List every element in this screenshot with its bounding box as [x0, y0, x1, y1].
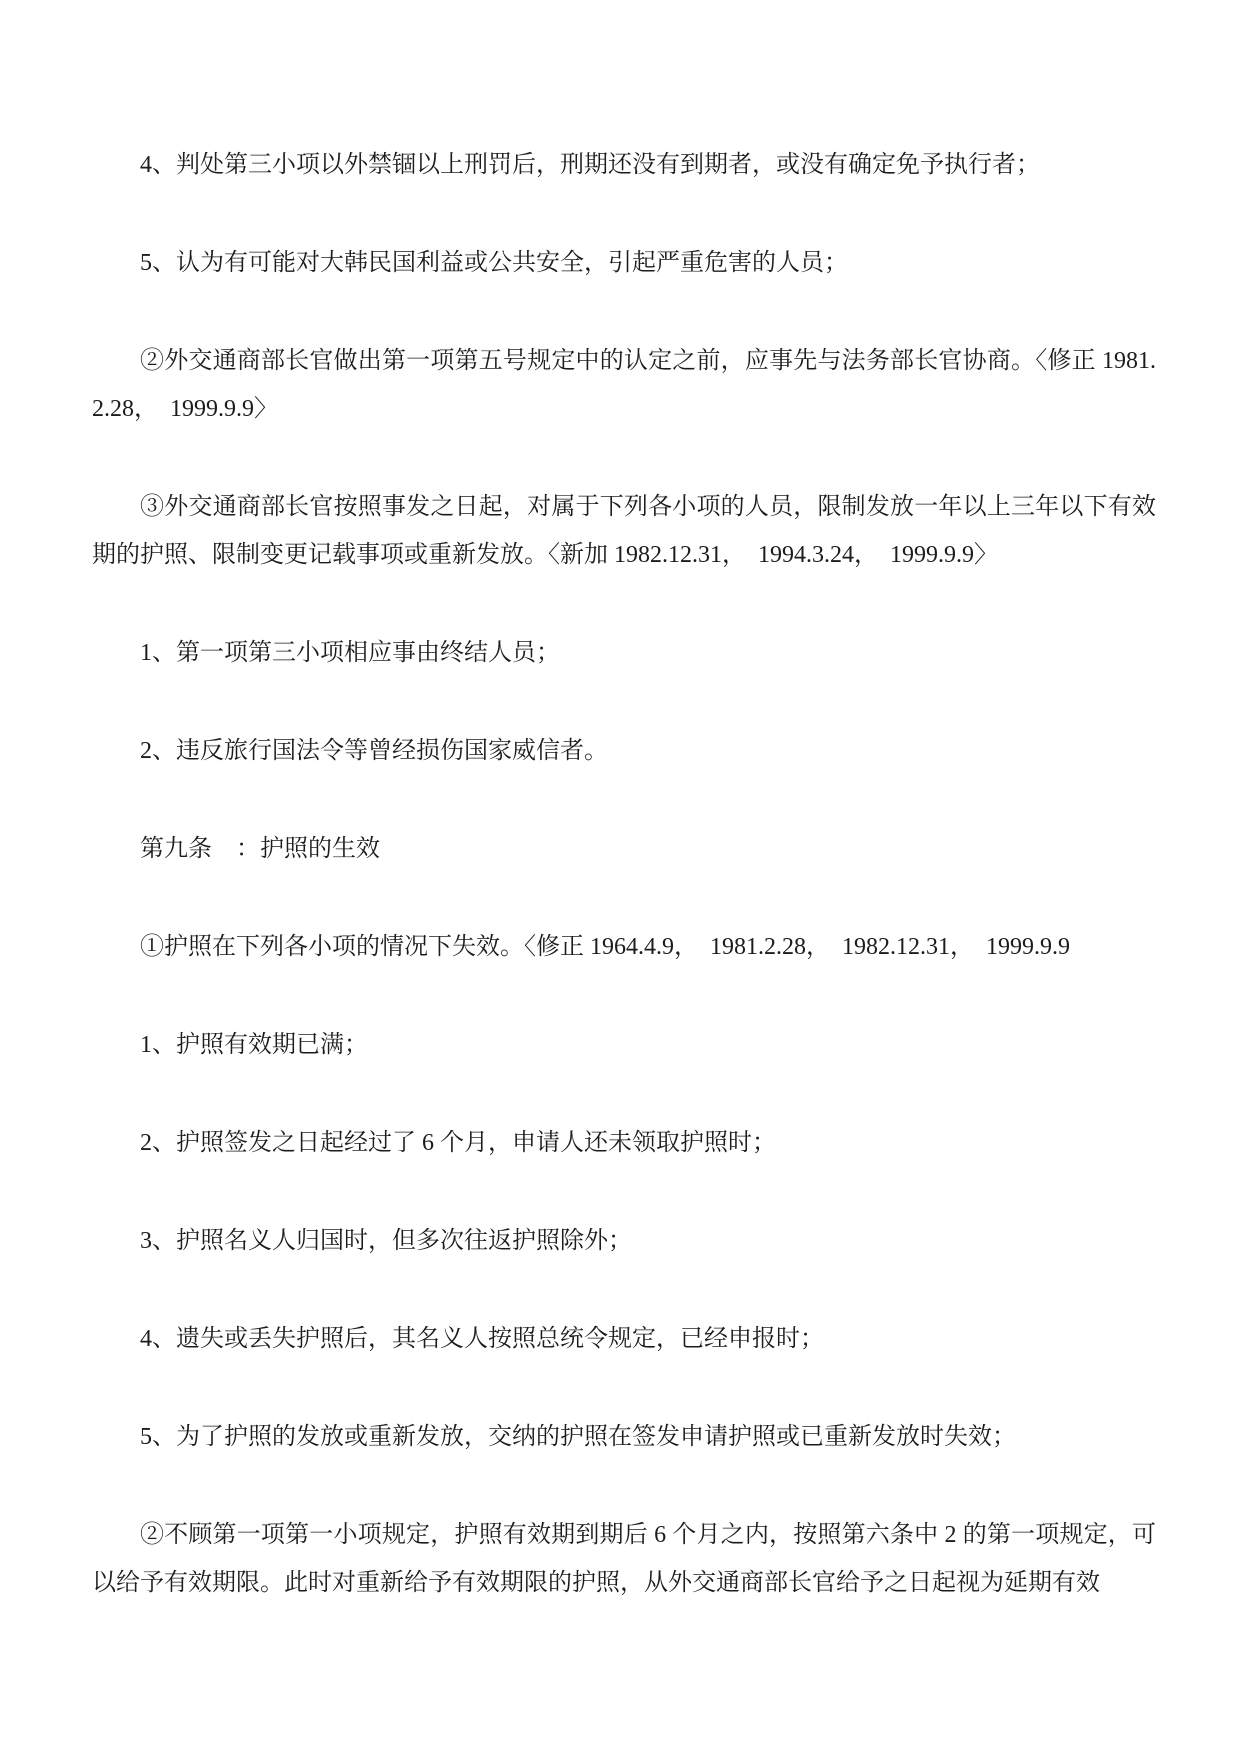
- paragraph: 4、遗失或丢失护照后，其名义人按照总统令规定，已经申报时；: [140, 1326, 824, 1352]
- article-heading: 第九条 ：护照的生效: [140, 836, 380, 862]
- paragraph: ②外交通商部长官做出第一项第五号规定中的认定之前，应事先与法务部长官协商。〈修正 1981.2.28， 1999.9.9〉: [92, 348, 1156, 422]
- paragraph: ②不顾第一项第一小项规定，护照有效期到期后 6 个月之内，按照第六条中 2 的第一项规定，可以给予有效期限。此时对重新给予有效期限的护照，从外交通商部长官给予之日起视为延期有效: [92, 1522, 1156, 1596]
- paragraph: 3、护照名义人归国时，但多次往返护照除外；: [140, 1228, 632, 1254]
- paragraph: 5、为了护照的发放或重新发放，交纳的护照在签发申请护照或已重新发放时失效；: [140, 1424, 1016, 1450]
- paragraph: 4、判处第三小项以外禁锢以上刑罚后，刑期还没有到期者，或没有确定免予执行者；: [140, 152, 1040, 178]
- paragraph: 5、认为有可能对大韩民国利益或公共安全，引起严重危害的人员；: [140, 250, 848, 276]
- paragraph: ①护照在下列各小项的情况下失效。〈修正 1964.4.9， 1981.2.28， 1982.12.31， 1999.9.9: [140, 934, 1070, 960]
- paragraph: ③外交通商部长官按照事发之日起，对属于下列各小项的人员，限制发放一年以上三年以下有效期的护照、限制变更记载事项或重新发放。〈新加 1982.12.31， 1994.3.24， 1999.9.9〉: [92, 494, 1156, 568]
- paragraph: 1、第一项第三小项相应事由终结人员；: [140, 640, 560, 666]
- paragraph: 2、违反旅行国法令等曾经损伤国家威信者。: [140, 738, 608, 764]
- paragraph: 1、护照有效期已满；: [140, 1032, 368, 1058]
- paragraph: 2、护照签发之日起经过了 6 个月，申请人还未领取护照时；: [140, 1130, 776, 1156]
